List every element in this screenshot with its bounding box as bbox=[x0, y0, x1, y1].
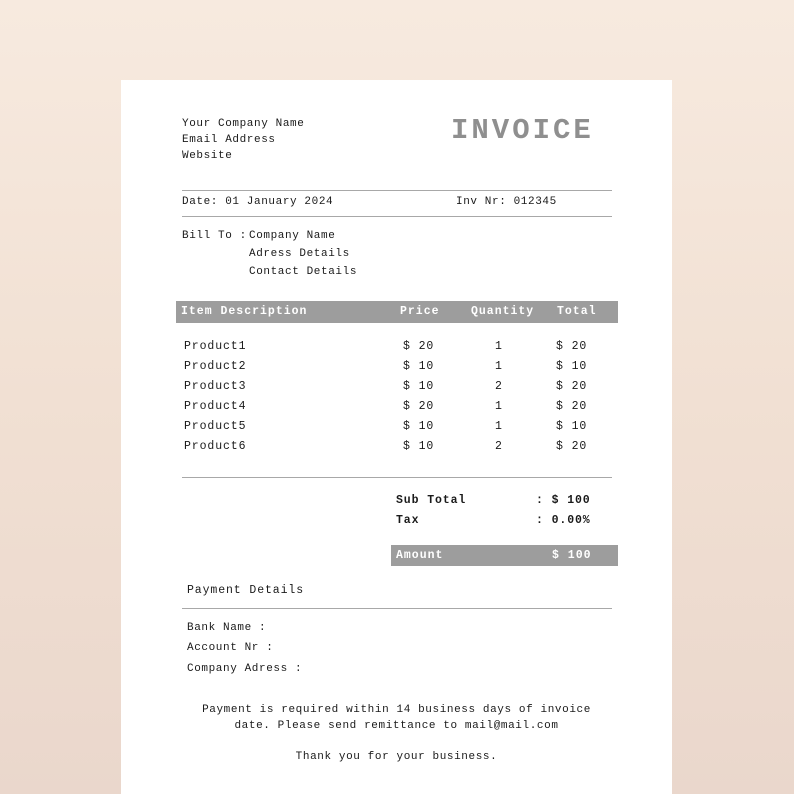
amount-label: Amount bbox=[396, 549, 444, 562]
bill-to-line: Adress Details bbox=[249, 248, 350, 260]
table-header bbox=[176, 301, 618, 323]
payment-heading: Payment Details bbox=[187, 584, 305, 597]
table-cell-item: Product2 bbox=[184, 360, 247, 373]
tax-value: : 0.00% bbox=[536, 514, 591, 527]
company-website: Website bbox=[182, 150, 233, 162]
table-cell-item: Product1 bbox=[184, 340, 247, 353]
table-cell-price: $ 10 bbox=[403, 440, 435, 453]
bill-to-line: Company Name bbox=[249, 230, 336, 242]
company-address-field: Company Adress : bbox=[187, 663, 303, 675]
table-cell-qty: 1 bbox=[495, 340, 503, 353]
company-email: Email Address bbox=[182, 134, 276, 146]
bill-to-line: Contact Details bbox=[249, 266, 358, 278]
account-number-field: Account Nr : bbox=[187, 642, 274, 654]
table-cell-item: Product5 bbox=[184, 420, 247, 433]
table-cell-total: $ 10 bbox=[556, 360, 588, 373]
header-quantity: Quantity bbox=[471, 305, 535, 318]
bill-to-label: Bill To : bbox=[182, 230, 247, 242]
invoice-title: INVOICE bbox=[451, 114, 594, 147]
header-total: Total bbox=[557, 305, 597, 318]
divider bbox=[182, 190, 612, 191]
table-cell-qty: 1 bbox=[495, 360, 503, 373]
invoice-page bbox=[121, 80, 672, 794]
payment-note: Payment is required within 14 business days of invoice bbox=[202, 704, 591, 716]
table-cell-price: $ 20 bbox=[403, 400, 435, 413]
divider bbox=[182, 216, 612, 217]
table-cell-item: Product3 bbox=[184, 380, 247, 393]
table-cell-qty: 1 bbox=[495, 420, 503, 433]
company-name: Your Company Name bbox=[182, 118, 305, 130]
tax-label: Tax bbox=[396, 514, 420, 527]
table-cell-total: $ 10 bbox=[556, 420, 588, 433]
subtotal-label: Sub Total bbox=[396, 494, 467, 507]
amount-value: $ 100 bbox=[552, 549, 592, 562]
bank-name-field: Bank Name : bbox=[187, 622, 267, 634]
payment-note: date. Please send remittance to mail@mail.com bbox=[234, 720, 559, 732]
table-cell-price: $ 10 bbox=[403, 360, 435, 373]
thank-you-note: Thank you for your business. bbox=[295, 751, 498, 763]
divider bbox=[182, 608, 612, 609]
table-cell-price: $ 20 bbox=[403, 340, 435, 353]
invoice-number: Inv Nr: 012345 bbox=[456, 196, 557, 208]
header-item-description: Item Description bbox=[181, 305, 308, 318]
subtotal-value: : $ 100 bbox=[536, 494, 591, 507]
header-price: Price bbox=[400, 305, 440, 318]
table-cell-total: $ 20 bbox=[556, 340, 588, 353]
divider bbox=[182, 477, 612, 478]
table-cell-qty: 2 bbox=[495, 440, 503, 453]
table-cell-total: $ 20 bbox=[556, 380, 588, 393]
table-cell-total: $ 20 bbox=[556, 440, 588, 453]
table-cell-qty: 2 bbox=[495, 380, 503, 393]
table-cell-item: Product4 bbox=[184, 400, 247, 413]
invoice-date: Date: 01 January 2024 bbox=[182, 196, 334, 208]
table-cell-qty: 1 bbox=[495, 400, 503, 413]
table-cell-price: $ 10 bbox=[403, 380, 435, 393]
table-cell-price: $ 10 bbox=[403, 420, 435, 433]
table-cell-item: Product6 bbox=[184, 440, 247, 453]
amount-bar bbox=[391, 545, 618, 566]
table-cell-total: $ 20 bbox=[556, 400, 588, 413]
